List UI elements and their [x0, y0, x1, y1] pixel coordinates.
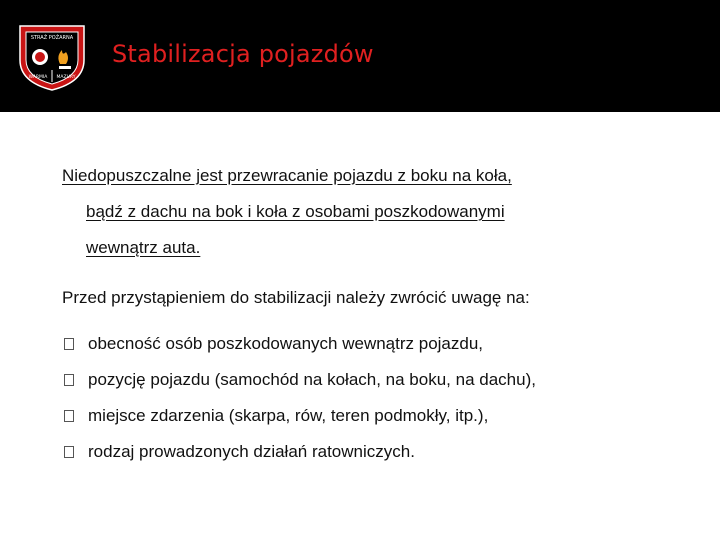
list-item-text: miejsce zdarzenia (skarpa, rów, teren podmokły, itp.), — [88, 406, 489, 425]
list-item-text: obecność osób poszkodowanych wewnątrz pojazdu, — [88, 334, 484, 353]
list-item-text: pozycję pojazdu (samochód na kołach, na boku, na dachu), — [88, 370, 536, 389]
slide-content — [0, 112, 720, 540]
slide-title: Stabilizacja pojazdów — [112, 40, 374, 68]
warning-paragraph — [62, 158, 662, 266]
intro-text: Przed przystąpieniem do stabilizacji należy zwrócić uwagę na: — [62, 288, 530, 307]
bullet-box-icon — [64, 374, 74, 386]
paragraph-line: Niedopuszczalne jest przewracanie pojazdu z boku na koła, — [62, 166, 512, 185]
list-item — [62, 434, 536, 470]
list-item — [62, 326, 536, 362]
bullet-box-icon — [64, 446, 74, 458]
bullet-list — [62, 326, 536, 470]
paragraph-line: wewnątrz auta. — [86, 238, 201, 257]
list-item — [62, 398, 536, 434]
fire-brigade-emblem-icon — [16, 20, 88, 92]
bullet-box-icon — [64, 410, 74, 422]
svg-text:WARMIA: WARMIA — [28, 75, 48, 80]
svg-text:MAZURY: MAZURY — [56, 75, 76, 80]
list-item — [62, 362, 536, 398]
svg-text:STRAŻ POŻARNA: STRAŻ POŻARNA — [30, 35, 74, 41]
bullet-box-icon — [64, 338, 74, 350]
paragraph-line: bądź z dachu na bok i koła z osobami poszkodowanymi — [86, 202, 505, 221]
list-item-text: rodzaj prowadzonych działań ratowniczych. — [88, 442, 415, 461]
slide-header — [0, 0, 720, 112]
